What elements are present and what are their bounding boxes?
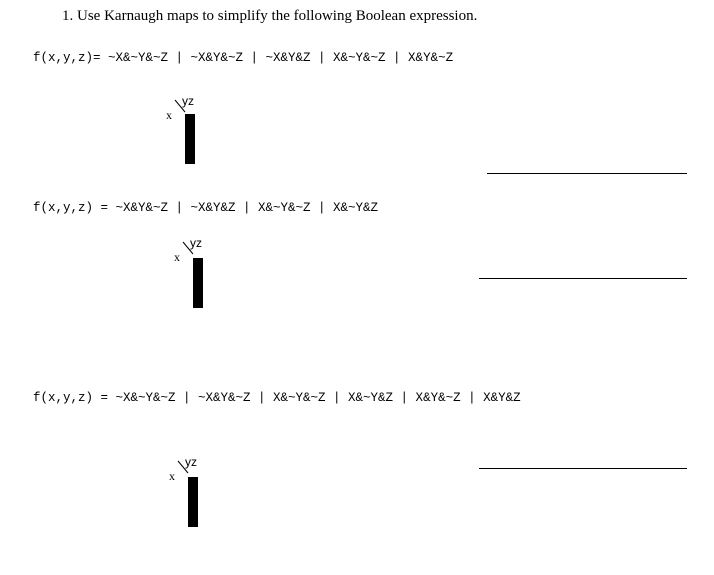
expression-3: f(x,y,z) = ~X&~Y&~Z | ~X&Y&~Z | X&~Y&~Z | X&~Y&Z | X&Y&~Z | X&Y&Z: [33, 391, 521, 405]
kmap-1-grid: [185, 114, 195, 164]
kmap-2-grid: [193, 258, 203, 308]
answer-line-3[interactable]: [479, 468, 687, 469]
kmap-3-grid: [188, 477, 198, 527]
answer-line-2[interactable]: [479, 278, 687, 279]
expression-2: f(x,y,z) = ~X&Y&~Z | ~X&Y&Z | X&~Y&~Z | X&~Y&Z: [33, 201, 379, 215]
expression-1: f(x,y,z)= ~X&~Y&~Z | ~X&Y&~Z | ~X&Y&Z | X&~Y&~Z | X&Y&~Z: [33, 51, 454, 65]
answer-line-1[interactable]: [487, 173, 687, 174]
kmap-cell[interactable]: [200, 283, 202, 307]
kmap-cell[interactable]: [192, 115, 194, 139]
kmap-1-yz-label: yz: [182, 94, 194, 108]
kmap-cell[interactable]: [195, 502, 197, 526]
kmap-3-yz-label: yz: [185, 455, 197, 469]
kmap-2-x-label: x: [174, 250, 180, 264]
question-text: 1. Use Karnaugh maps to simplify the following Boolean expression.: [62, 8, 478, 24]
kmap-cell[interactable]: [192, 139, 194, 163]
kmap-cell[interactable]: [195, 478, 197, 502]
kmap-cell[interactable]: [200, 259, 202, 283]
kmap-2-yz-label: yz: [190, 236, 202, 250]
kmap-3-x-label: x: [169, 469, 175, 483]
kmap-1-x-label: x: [166, 108, 172, 122]
